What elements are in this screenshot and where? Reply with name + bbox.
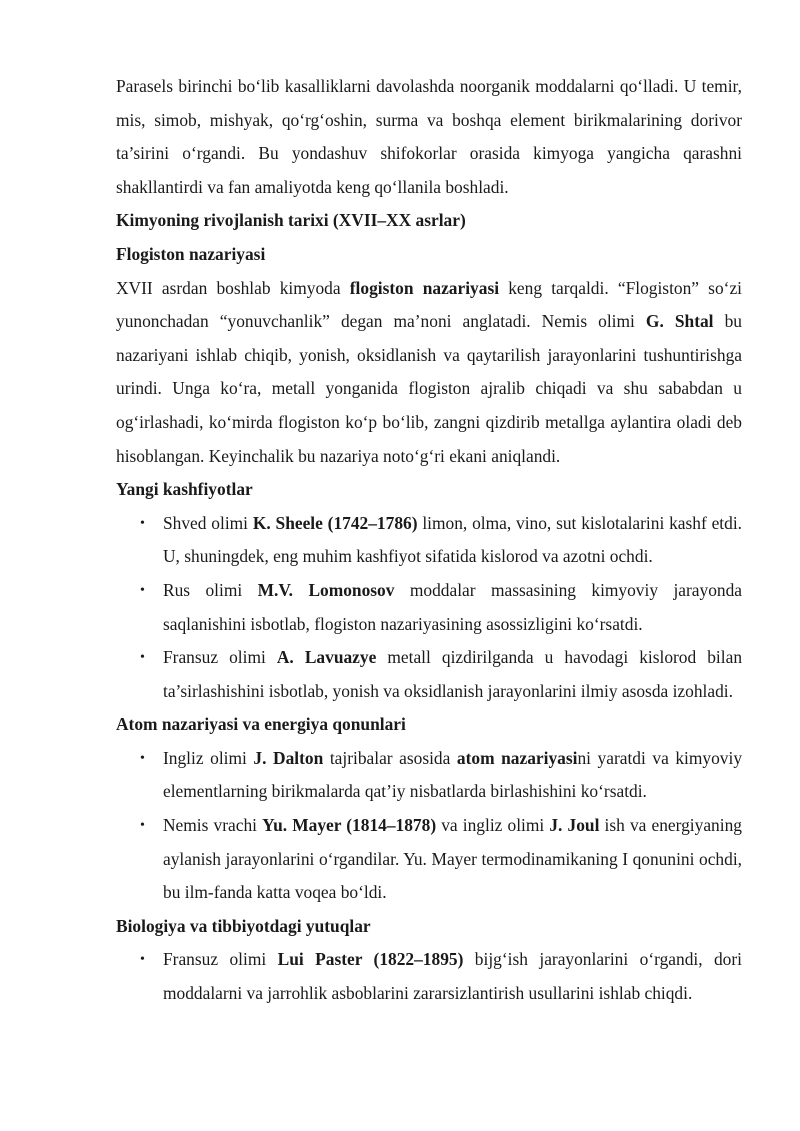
bullet-icon: • [140,818,145,834]
bold-name: J. Dalton [253,747,324,768]
text-run: ni yaratdi va kimyoviy elementlarning birikmalarda qat’iy nisbatlarda birlashishini ko‘rsatdi. [163,747,743,802]
text-run: Fransuz olimi [163,647,277,668]
list-item [116,507,742,574]
text-run: limon, olma, vino, sut kislotalarini kashf etdi. U, shuningdek, eng muhim kashfiyot sifatida kislorod va azotni ochdi. [163,512,742,567]
text-run: Ingliz olimi [163,747,254,768]
document-page [116,70,742,1011]
bullet-icon: • [140,650,145,666]
discoveries-list [116,507,742,709]
text-run: Fransuz olimi [163,949,278,970]
bold-name: Lui Paster (1822–1895) [277,949,464,970]
bullet-icon: • [140,750,145,766]
bold-name: J. Joul [549,815,600,836]
text-run: metall qizdirilganda u havodagi kislorod bilan ta’sirlashishini isbotlab, yonish va oksidlanish jarayonlarini ilmiy asosda izohladi. [163,647,743,701]
text-run: XVII asrdan boshlab kimyoda [116,277,350,298]
bold-name: M.V. Lomonosov [257,579,395,600]
text-run: Rus olimi [163,579,258,600]
subheading-biology: Biologiya va tibbiyotdagi yutuqlar [116,915,371,936]
text-run: keng tarqaldi. “Flogiston” so‘zi yunonchadan “yonuvchanlik” degan ma’noni anglatadi. Nemis olimi [116,277,742,332]
subheading-phlogiston: Flogiston nazariyasi [116,243,266,264]
text-run: va ingliz olimi [436,815,550,836]
intro-paragraph: Parasels birinchi bo‘lib kasalliklarni davolashda noorganik moddalarni qo‘lladi. U temir, mis, simob, mishyak, qo‘rg‘oshin, surma va boshqa element birikmalarining dorivor ta’sirini o‘rgandi. Bu yondashuv shifokorlar orasida kimyoga yangicha qarashni shakllantirdi va fan amaliyotda keng qo‘llanila boshladi. [116,76,742,197]
bold-name: K. Sheele (1742–1786) [252,512,418,533]
list-item [116,943,742,1010]
bold-term: atom nazariyasi [456,747,578,768]
text-run: Shved olimi [163,512,253,533]
text-run: moddalar massasining kimyoviy jarayonda saqlanishini isbotlab, flogiston nazariyasining asossizligini ko‘rsatdi. [163,579,743,634]
subheading-atom: Atom nazariyasi va energiya qonunlari [116,714,406,735]
text-run: bu nazariyani ishlab chiqib, yonish, oksidlanish va qaytarilish jarayonlarini tushuntirishga urindi. Unga ko‘ra, metall yonganida flogiston ajralib chiqadi va shu sababdan u og‘irlashadi, ko‘mirda flogiston ko‘p bo‘lib, zangni qizdirib metallga aylantira oladi deb hisoblangan. Keyinchalik bu nazariya noto‘g‘ri ekani aniqlandi. [116,311,742,466]
bold-name-shtal: G. Shtal [645,311,714,332]
phlogiston-paragraph [116,272,742,474]
section-heading-history: Kimyoning rivojlanish tarixi (XVII–XX asrlar) [116,210,466,231]
list-item [116,809,742,910]
subheading-discoveries: Yangi kashfiyotlar [116,479,253,500]
bullet-icon: • [140,515,145,531]
list-item [116,574,742,641]
biology-list [116,943,742,1010]
atom-list [116,742,742,910]
bold-name: A. Lavuazye [276,647,377,668]
text-run: Nemis vrachi [163,815,263,836]
bold-name: Yu. Mayer (1814–1878) [262,815,437,836]
text-run: bijg‘ish jarayonlarini o‘rgandi, dori moddalarni va jarrohlik asboblarini zararsizlantirish usullarini ishlab chiqdi. [163,949,742,1004]
list-item [116,641,742,708]
list-item [116,742,742,809]
bullet-icon: • [140,582,145,598]
bullet-icon: • [140,952,145,968]
text-run: tajribalar asosida [323,747,457,768]
bold-term-phlogiston: flogiston nazariyasi [349,277,500,298]
text-run: ish va energiyaning aylanish jarayonlarini o‘rgandilar. Yu. Mayer termodinamikaning I qonunini ochdi, bu ilm-fanda katta voqea bo‘ldi. [163,815,742,903]
